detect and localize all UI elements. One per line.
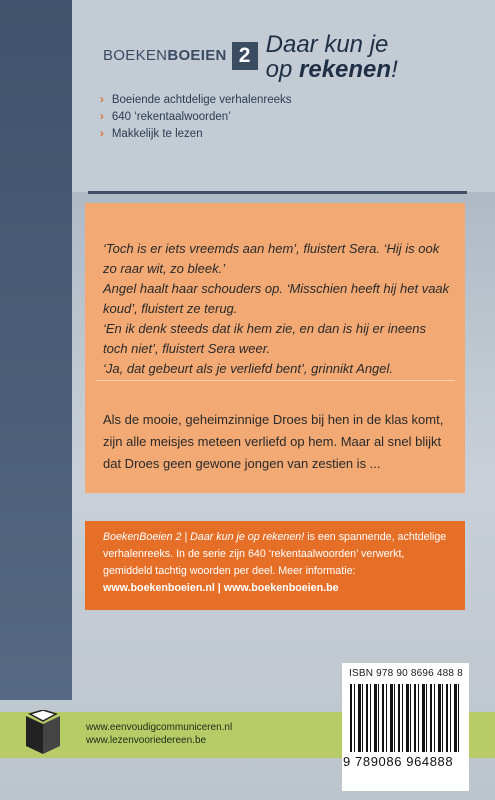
excerpt-divider <box>96 380 455 381</box>
series-info: BoekenBoeien 2 | Daar kun je op rekenen! is een spannende, achtdelige verhalenreeks. In de serie zijn 640 ‘rekentaalwoorden’ verwerkt, gemiddeld tachtig woorden per deel. Meer informatie: www.boekenboeien.nl | www.boekenboeien.be <box>103 531 447 594</box>
brand-name: BOEKENBOEIEN <box>103 47 227 64</box>
brand-logo <box>103 32 398 82</box>
publisher-link-1[interactable]: www.eenvoudigcommuniceren.nl <box>86 722 233 733</box>
brand-number-badge: 2 <box>232 42 258 70</box>
feature-item: › 640 ‘rekentaalwoorden’ <box>100 109 292 126</box>
isbn-label: ISBN 978 90 8696 488 8 <box>349 668 463 679</box>
series-links[interactable]: www.boekenboeien.nl | www.boekenboeien.be <box>103 582 339 594</box>
barcode-number: 9 789086 964888 <box>343 754 454 769</box>
blurb-text: Als de mooie, geheimzinnige Droes bij hen in de klas komt, zijn alle meisjes meteen verliefd op hem. Maar al snel blijkt dat Droes geen gewone jongen van zestien is ... <box>103 412 444 471</box>
publisher-link-2[interactable]: www.lezenvooriedereen.be <box>86 735 207 746</box>
feature-item: › Boeiende achtdelige verhalenreeks <box>100 92 292 109</box>
excerpt-quote: ‘Toch is er iets vreemds aan hem’, fluistert Sera. ‘Hij is ook zo raar wit, zo bleek.’ Angel haalt haar schouders op. ‘Misschien heeft hij het vaak koud’, fluistert ze terug. ‘En ik denk steeds dat ik hem zie, en dan is hij er ineens toch niet’, fluistert Sera weer. ‘Ja, dat gebeurt als je verliefd bent’, grinnikt Angel. <box>103 241 450 376</box>
feature-item: › Makkelijk te lezen <box>100 126 292 143</box>
publisher-urls <box>86 721 232 747</box>
book-logo-icon <box>22 710 64 758</box>
barcode-bars <box>350 684 462 752</box>
header-divider <box>88 191 467 194</box>
brand-tagline: Daar kun je op rekenen! <box>265 31 398 83</box>
feature-list <box>100 92 292 143</box>
spine-band <box>0 0 72 700</box>
